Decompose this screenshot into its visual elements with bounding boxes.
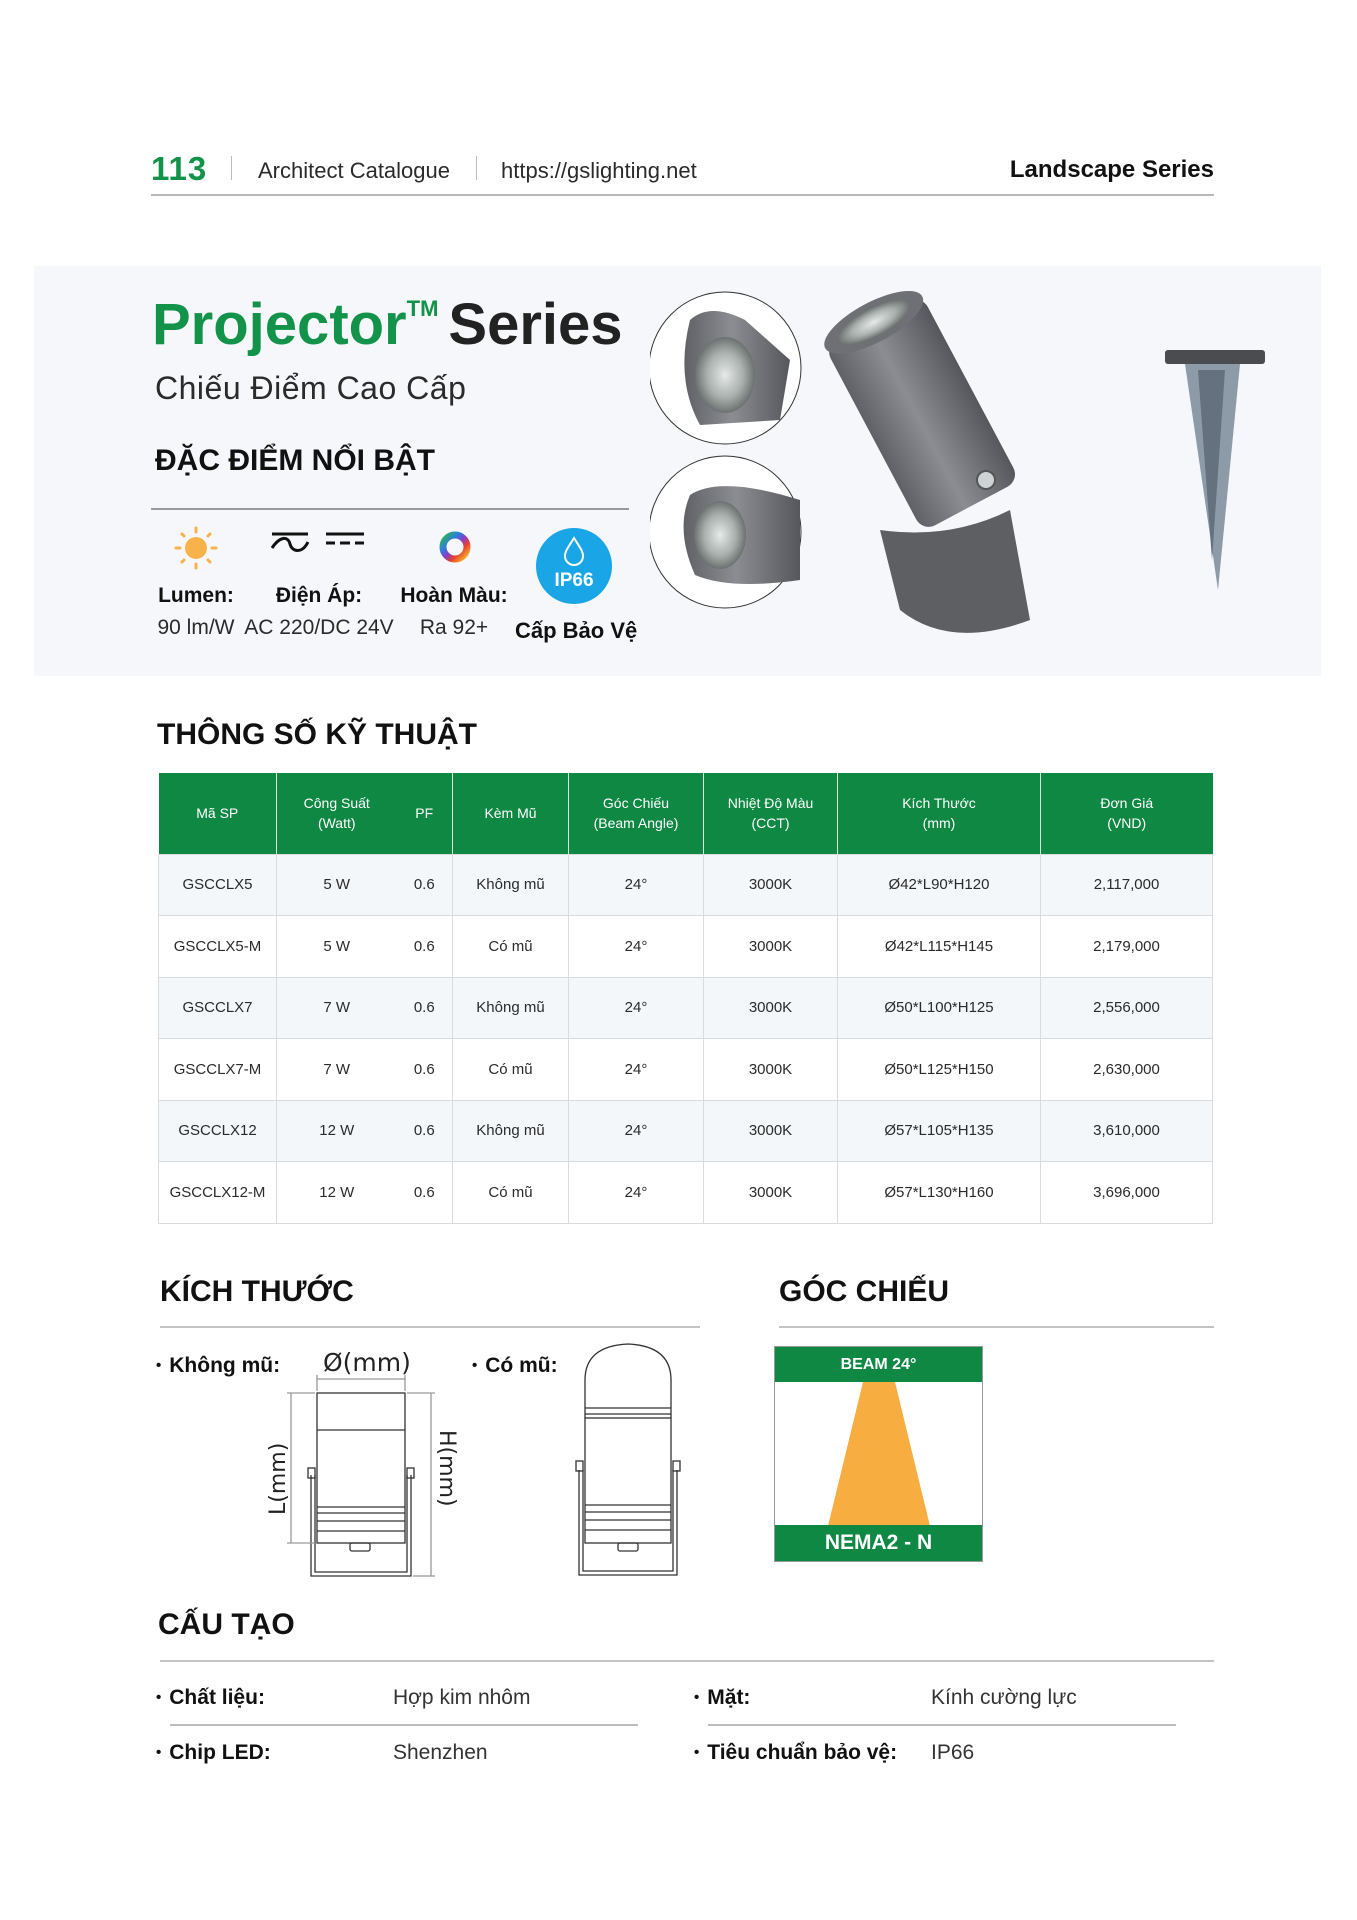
feature-value: AC 220/DC 24V [244, 616, 394, 639]
cell-size: Ø50*L100*H125 [838, 977, 1041, 1039]
cell-power: 5 W [277, 916, 397, 978]
color-wheel-icon [439, 531, 471, 563]
cell-power: 7 W [277, 1039, 397, 1101]
cell-beam: 24° [569, 1162, 704, 1224]
construction-value: Kính cường lực [931, 1686, 1077, 1709]
col-header-cap: Kèm Mũ [453, 773, 569, 854]
detail-with-cap [650, 292, 801, 444]
divider [160, 1326, 700, 1328]
divider [708, 1724, 1176, 1726]
features-heading: ĐẶC ĐIỂM NỔI BẬT [155, 444, 435, 477]
cell-cap: Không mũ [453, 854, 569, 916]
product-image [650, 280, 1310, 670]
cell-code: GSCCLX7-M [159, 1039, 277, 1101]
beam-angle-label: BEAM 24° [775, 1347, 982, 1382]
cell-power: 7 W [277, 977, 397, 1039]
title-brand: Projector [152, 292, 407, 357]
construction-value: Hợp kim nhôm [393, 1686, 531, 1709]
cell-pf: 0.6 [397, 1100, 453, 1162]
cell-size: Ø50*L125*H150 [838, 1039, 1041, 1101]
cell-code: GSCCLX12 [159, 1100, 277, 1162]
cell-power: 5 W [277, 854, 397, 916]
nema-label: NEMA2 - N [775, 1525, 982, 1561]
no-cap-label: • Không mũ: [156, 1354, 280, 1378]
height-label: H(mm) [434, 1430, 459, 1507]
header-divider [231, 156, 232, 180]
feature-label: Điện Áp: [275, 584, 363, 607]
construction-value: Shenzhen [393, 1741, 488, 1764]
table-row [159, 1162, 1213, 1224]
feature-voltage [234, 584, 404, 640]
cell-price: 3,696,000 [1041, 1162, 1213, 1224]
specs-heading: THÔNG SỐ KỸ THUẬT [157, 718, 477, 751]
cell-cct: 3000K [704, 1162, 838, 1224]
cell-beam: 24° [569, 1039, 704, 1101]
table-row [159, 916, 1213, 978]
cell-beam: 24° [569, 854, 704, 916]
ip-rating-text: IP66 [554, 570, 594, 591]
dimension-drawing-no-cap [255, 1335, 475, 1585]
trademark-mark: TM [406, 296, 439, 321]
cell-price: 3,610,000 [1041, 1100, 1213, 1162]
col-header-cct: Nhiệt Độ Màu (CCT) [704, 773, 838, 854]
ip-rating-badge [536, 528, 612, 604]
cell-beam: 24° [569, 977, 704, 1039]
product-title [152, 291, 623, 358]
construction-label: • Tiêu chuẩn bảo vệ: [694, 1741, 897, 1765]
cell-code: GSCCLX7 [159, 977, 277, 1039]
spotlight-main [816, 280, 1030, 633]
cell-code: GSCCLX12-M [159, 1162, 277, 1224]
product-banner [34, 266, 1321, 676]
dimensions-heading: KÍCH THƯỚC [160, 1275, 354, 1308]
table-row [159, 854, 1213, 916]
beam-angle-diagram [774, 1346, 983, 1562]
feature-color-rendering [384, 584, 524, 640]
beam-cone-icon [775, 1382, 982, 1526]
beam-heading: GÓC CHIẾU [779, 1275, 950, 1308]
page-header [151, 148, 1214, 196]
cell-size: Ø42*L90*H120 [838, 854, 1041, 916]
ground-spike [1165, 350, 1265, 590]
header-divider [476, 156, 477, 180]
cell-pf: 0.6 [397, 1039, 453, 1101]
col-header-pf: PF [397, 773, 453, 854]
divider [779, 1326, 1214, 1328]
with-cap-label: • Có mũ: [472, 1354, 558, 1378]
feature-label: Lumen: [158, 584, 234, 607]
cell-power: 12 W [277, 1100, 397, 1162]
cell-pf: 0.6 [397, 1162, 453, 1224]
dimension-drawing-with-cap [568, 1340, 698, 1580]
cell-beam: 24° [569, 1100, 704, 1162]
feature-value: Ra 92+ [419, 616, 489, 639]
col-header-power: Công Suất (Watt) [277, 773, 397, 854]
cell-cap: Có mũ [453, 916, 569, 978]
cell-cct: 3000K [704, 1100, 838, 1162]
construction-label: • Mặt: [694, 1686, 750, 1710]
cell-cap: Không mũ [453, 977, 569, 1039]
title-suffix: Series [448, 292, 623, 357]
feature-label: Hoàn Màu: [400, 584, 508, 607]
spec-table [158, 773, 1213, 1224]
table-header-row [159, 773, 1213, 854]
cell-code: GSCCLX5-M [159, 916, 277, 978]
construction-label: • Chất liệu: [156, 1686, 265, 1710]
cell-power: 12 W [277, 1162, 397, 1224]
product-subtitle: Chiếu Điểm Cao Cấp [155, 370, 467, 406]
cell-beam: 24° [569, 916, 704, 978]
website-link[interactable]: https://gslighting.net [501, 158, 697, 183]
construction-value: IP66 [931, 1741, 975, 1764]
table-row [159, 1039, 1213, 1101]
cell-pf: 0.6 [397, 916, 453, 978]
cell-cct: 3000K [704, 854, 838, 916]
col-header-beam: Góc Chiếu (Beam Angle) [569, 773, 704, 854]
ac-dc-icon [270, 530, 370, 556]
diameter-label: Ø(mm) [323, 1348, 411, 1377]
feature-label: Cấp Bảo Vệ [515, 618, 638, 643]
catalogue-title: Architect Catalogue [258, 158, 450, 183]
col-header-price: Đơn Giá (VND) [1041, 773, 1213, 854]
cell-cap: Có mũ [453, 1039, 569, 1101]
cell-size: Ø57*L130*H160 [838, 1162, 1041, 1224]
cell-price: 2,117,000 [1041, 854, 1213, 916]
cell-pf: 0.6 [397, 977, 453, 1039]
sun-icon [174, 526, 218, 570]
col-header-size: Kích Thước (mm) [838, 773, 1041, 854]
cell-price: 2,556,000 [1041, 977, 1213, 1039]
cell-pf: 0.6 [397, 854, 453, 916]
detail-without-cap [650, 456, 801, 608]
cell-price: 2,179,000 [1041, 916, 1213, 978]
divider [151, 508, 629, 510]
col-header-code: Mã SP [159, 773, 277, 854]
cell-cap: Không mũ [453, 1100, 569, 1162]
cell-cct: 3000K [704, 977, 838, 1039]
construction-heading: CẤU TẠO [158, 1608, 295, 1641]
divider [160, 1660, 1214, 1662]
feature-value: 90 lm/W [157, 616, 235, 639]
series-name: Landscape Series [1009, 156, 1214, 183]
cell-cct: 3000K [704, 1039, 838, 1101]
construction-label: • Chip LED: [156, 1741, 271, 1765]
cell-cct: 3000K [704, 916, 838, 978]
water-drop-icon [563, 536, 585, 566]
cell-code: GSCCLX5 [159, 854, 277, 916]
cell-cap: Có mũ [453, 1162, 569, 1224]
cell-size: Ø42*L115*H145 [838, 916, 1041, 978]
cell-price: 2,630,000 [1041, 1039, 1213, 1101]
table-row [159, 1100, 1213, 1162]
cell-size: Ø57*L105*H135 [838, 1100, 1041, 1162]
divider [170, 1724, 638, 1726]
table-row [159, 977, 1213, 1039]
length-label: L(mm) [266, 1442, 291, 1515]
page-number: 113 [151, 150, 208, 187]
